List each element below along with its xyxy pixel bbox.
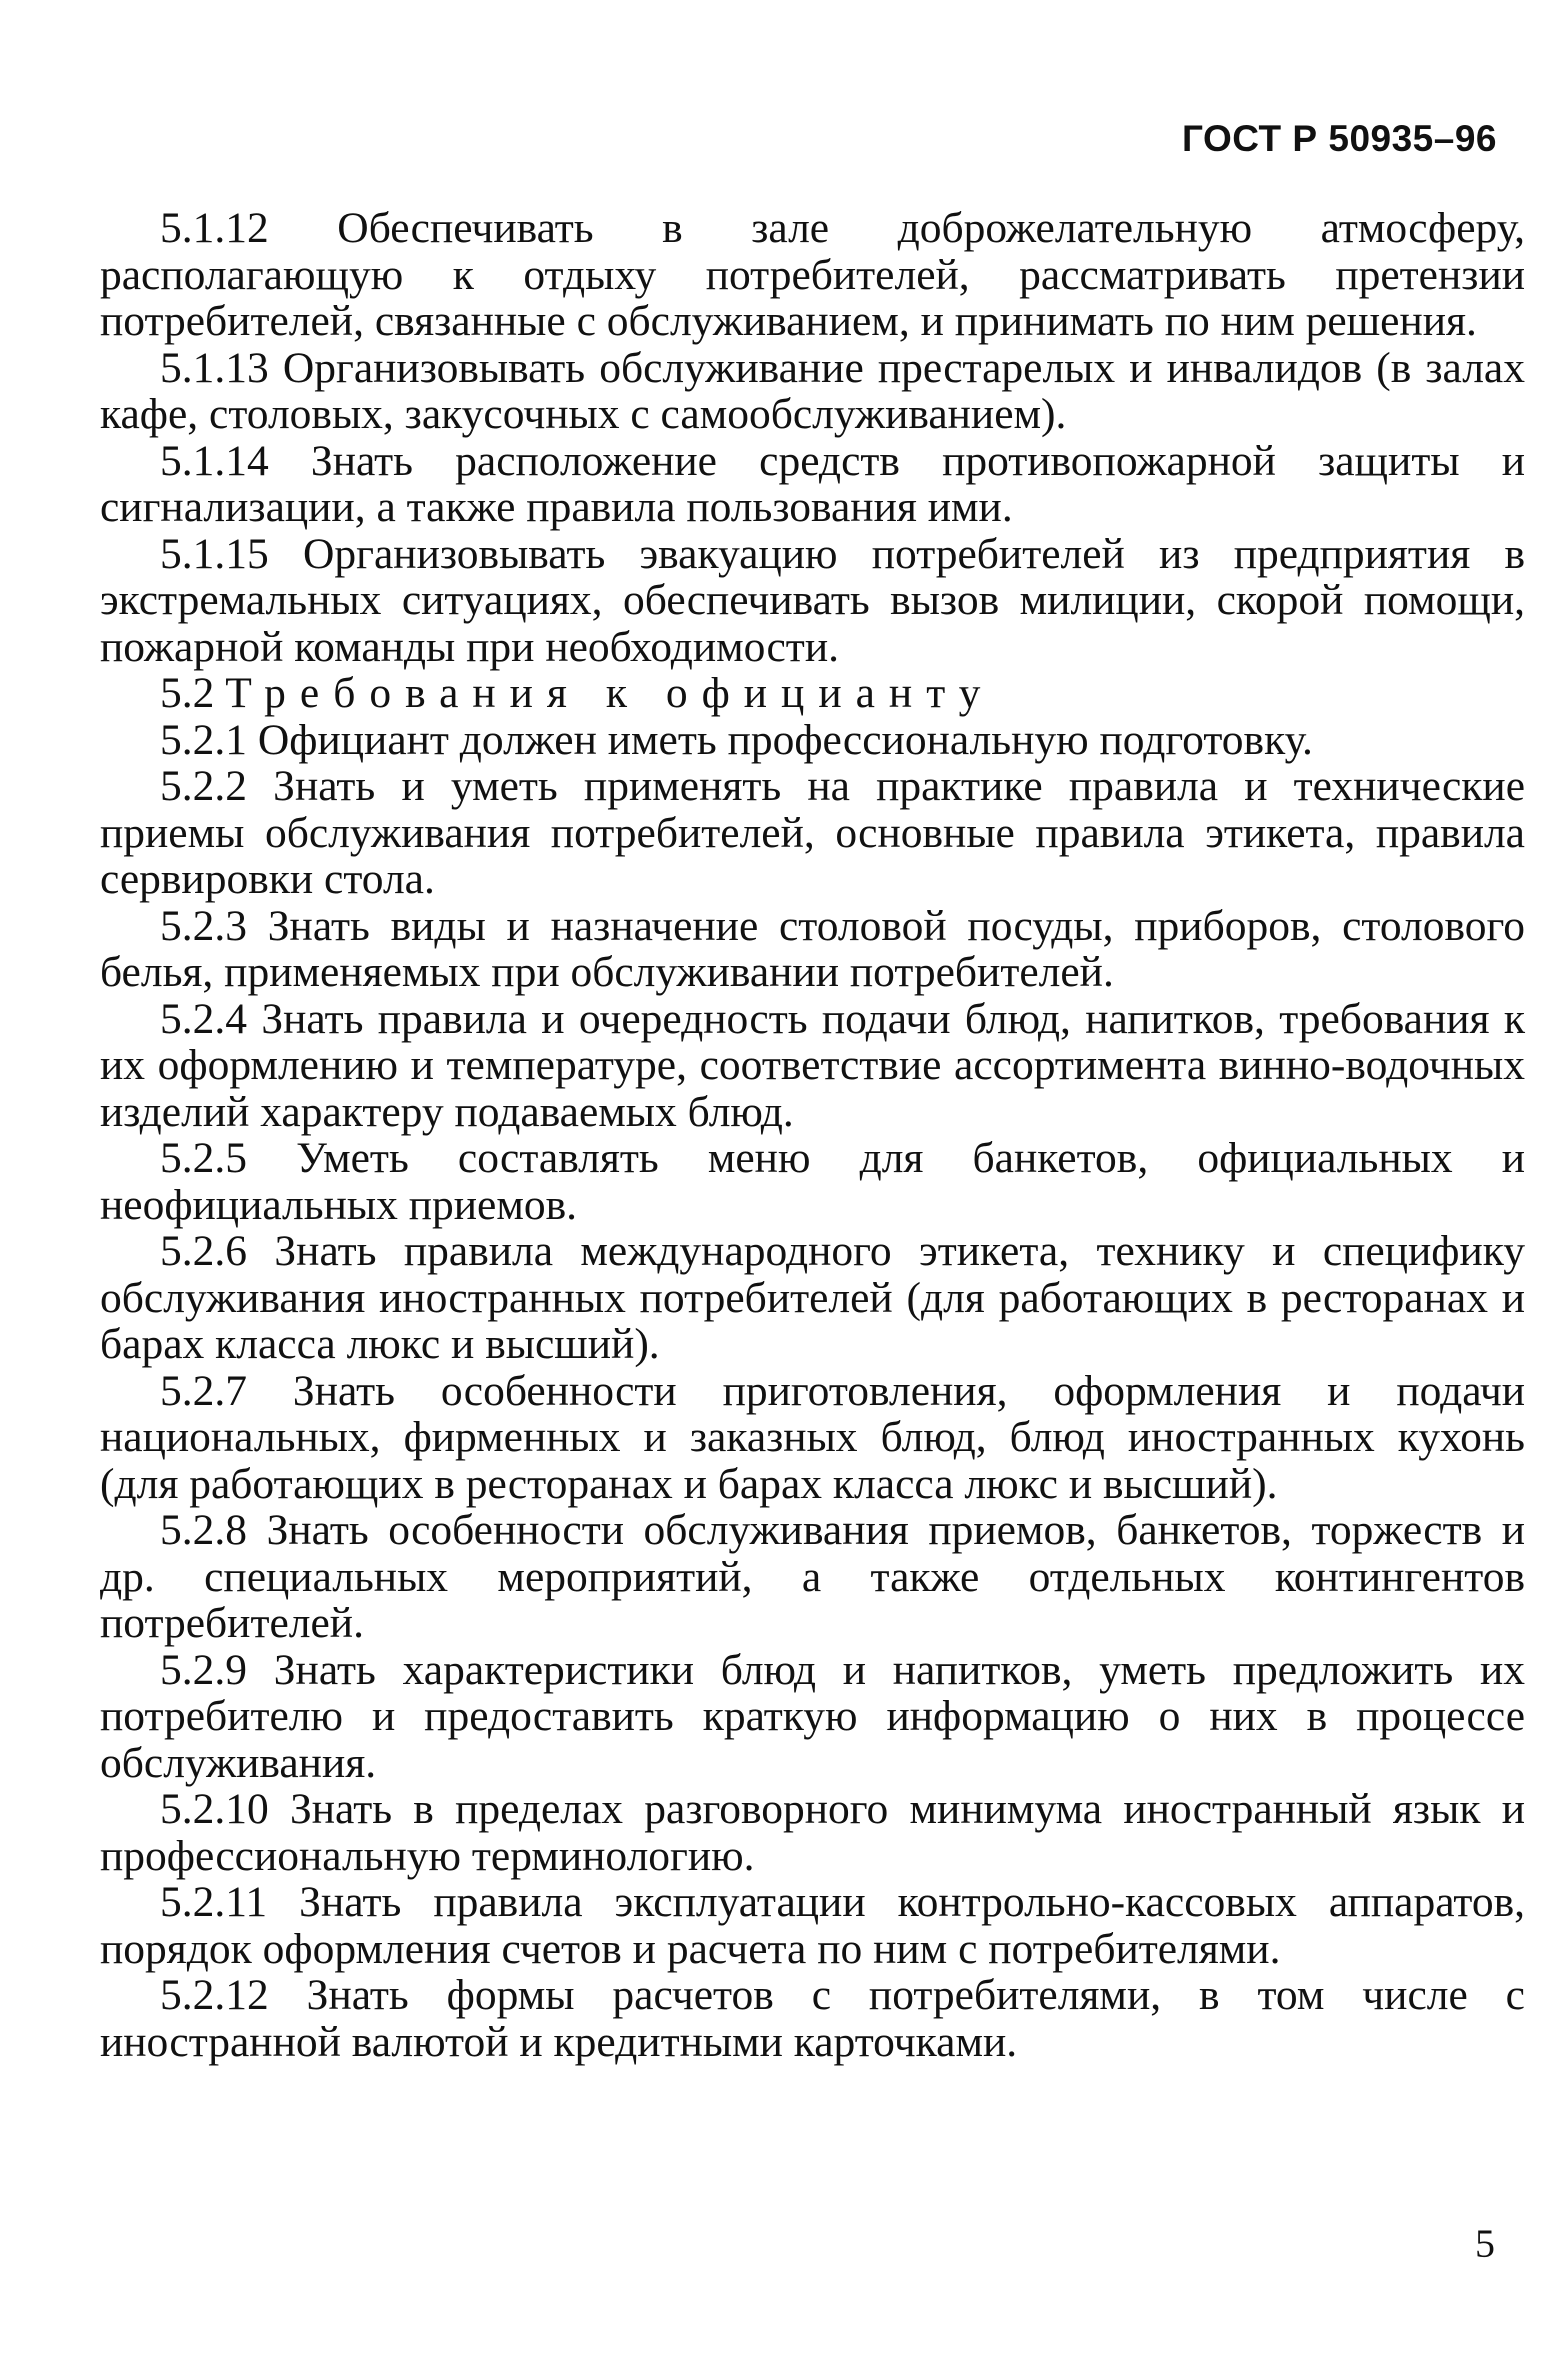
paragraph-5-2-8: 5.2.8 Знать особенности обслуживания приемов, банкетов, торжеств и др. специальных мероприятий, а также отдельных контингентов потребителей.	[100, 1506, 1525, 1647]
paragraph-5-2-9: 5.2.9 Знать характеристики блюд и напитков, уметь предложить их потребителю и предоставить краткую информацию о них в процессе обслуживания.	[100, 1645, 1525, 1787]
paragraph-5-2-7: 5.2.7 Знать особенности приготовления, оформления и подачи национальных, фирменных и заказных блюд, блюд иностранных кухонь (для работающих в ресторанах и барах класса люкс и высший).	[100, 1366, 1525, 1508]
paragraph-5-2-12: 5.2.12 Знать формы расчетов с потребителями, в том числе с иностранной валютой и кредитными карточками.	[100, 1971, 1525, 2066]
paragraph-5-1-13: 5.1.13 Организовывать обслуживание престарелых и инвалидов (в залах кафе, столовых, закусочных с самообслуживанием).	[100, 343, 1525, 438]
paragraph-5-1-15: 5.1.15 Организовывать эвакуацию потребителей из предприятия в экстремальных ситуациях, обеспечивать вызов милиции, скорой помощи, пожарной команды при необходимости.	[100, 529, 1525, 671]
paragraph-5-2-4: 5.2.4 Знать правила и очередность подачи блюд, напитков, требования к их оформлению и температуре, соответствие ассортимента винно-водочных изделий характеру подаваемых блюд.	[100, 994, 1525, 1136]
document-body	[100, 205, 1525, 2065]
section-number: 5.2	[160, 669, 215, 717]
paragraph-5-2-1: 5.2.1 Официант должен иметь профессиональную подготовку.	[160, 715, 1313, 764]
paragraph-5-2-11: 5.2.11 Знать правила эксплуатации контрольно-кассовых аппаратов, порядок оформления счетов и расчета по ним с потребителями.	[100, 1878, 1525, 1973]
paragraph-5-2-6: 5.2.6 Знать правила международного этикета, технику и специфику обслуживания иностранных потребителей (для работающих в ресторанах и барах класса люкс и высший).	[100, 1227, 1525, 1368]
paragraph-5-2-5: 5.2.5 Уметь составлять меню для банкетов, официальных и неофициальных приемов.	[100, 1134, 1525, 1229]
section-title: Требования к официанту	[225, 669, 995, 717]
section-heading-5-2	[100, 670, 1525, 717]
paragraph-5-2-10: 5.2.10 Знать в пределах разговорного минимума иностранный язык и профессиональную терминологию.	[100, 1785, 1525, 1880]
paragraph-5-2-3: 5.2.3 Знать виды и назначение столовой посуды, приборов, столового белья, применяемых при обслуживании потребителей.	[100, 901, 1525, 996]
page-number: 5	[1475, 2221, 1495, 2266]
paragraph-5-1-14: 5.1.14 Знать расположение средств противопожарной защиты и сигнализации, а также правила пользования ими.	[100, 436, 1525, 531]
paragraph-5-1-12: 5.1.12 Обеспечивать в зале доброжелательную атмосферу, располагающую к отдыху потребителей, рассматривать претензии потребителей, связанные с обслуживанием, и принимать по ним решения.	[100, 204, 1525, 345]
paragraph-5-2-2: 5.2.2 Знать и уметь применять на практике правила и технические приемы обслуживания потребителей, основные правила этикета, правила сервировки стола.	[100, 762, 1525, 903]
document-code-header: ГОСТ Р 50935–96	[1181, 118, 1497, 159]
